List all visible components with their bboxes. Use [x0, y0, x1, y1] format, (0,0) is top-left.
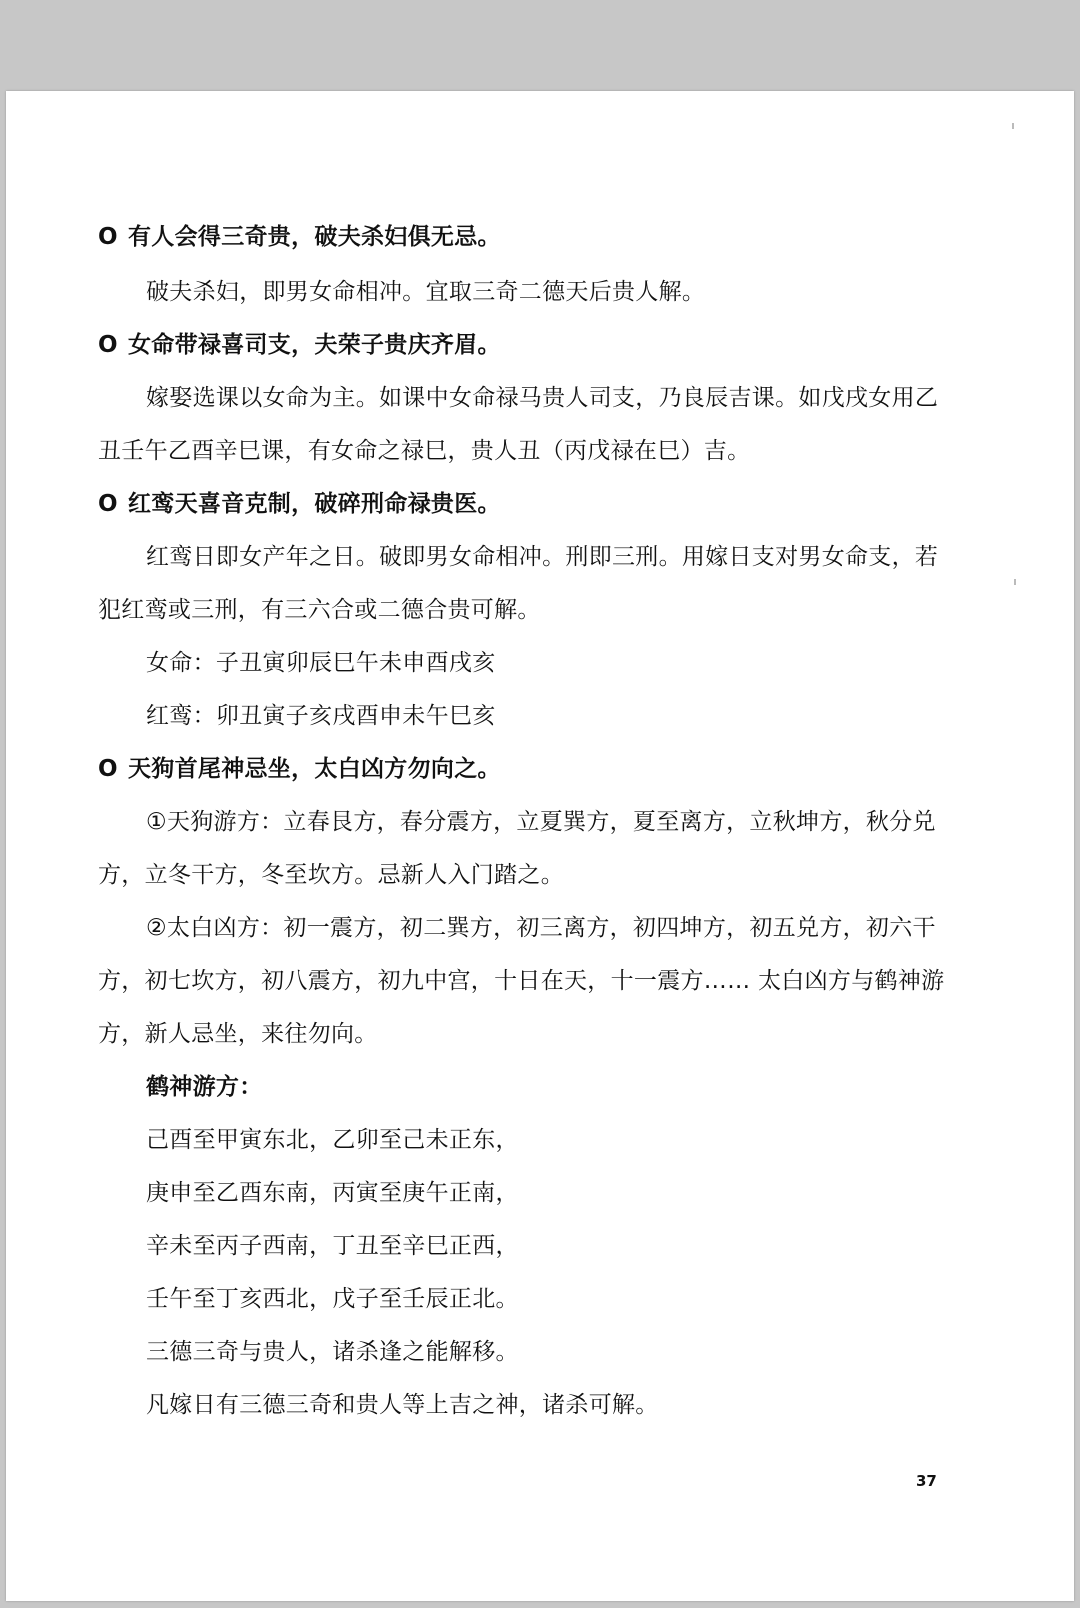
paragraph-line: ②太白凶方：初一震方，初二巽方，初三离方，初四坤方，初五兑方，初六干	[146, 915, 936, 941]
bullet-marker: O	[98, 332, 118, 358]
verse-heading	[98, 330, 501, 360]
verse-text: 红鸾天喜音克制，破碎刑命禄贵医。	[128, 491, 501, 517]
bullet-marker: O	[98, 756, 118, 782]
paragraph-line: 方，立冬干方，冬至坎方。忌新人入门踏之。	[98, 862, 564, 888]
paragraph-line: 红鸾日即女产年之日。破即男女命相冲。刑即三刑。用嫁日支对男女命支，若	[146, 544, 939, 570]
verse-heading	[98, 754, 501, 784]
bullet-marker: O	[98, 224, 118, 250]
verse-heading	[98, 222, 501, 252]
paragraph-line: 丑壬午乙酉辛巳课，有女命之禄巳，贵人丑（丙戊禄在巳）吉。	[98, 438, 751, 464]
paragraph-line: ①天狗游方：立春艮方，春分震方，立夏巽方，夏至离方，立秋坤方，秋分兑	[146, 809, 936, 835]
paragraph-line: 凡嫁日有三德三奇和贵人等上吉之神，诸杀可解。	[146, 1392, 659, 1418]
paragraph-line: 三德三奇与贵人，诸杀逢之能解移。	[146, 1339, 519, 1365]
paragraph-line: 犯红鸾或三刑，有三六合或二德合贵可解。	[98, 597, 541, 623]
document-page	[6, 91, 1074, 1601]
page-number: 37	[916, 1472, 937, 1490]
scan-speck	[1012, 123, 1014, 129]
paragraph-line: 方，新人忌坐，来往勿向。	[98, 1021, 378, 1047]
list-item: 辛未至丙子西南，丁丑至辛巳正西，	[146, 1233, 519, 1259]
paragraph-line: 破夫杀妇，即男女命相冲。宜取三奇二德天后贵人解。	[146, 279, 706, 305]
scan-speck	[1014, 579, 1016, 585]
verse-text: 有人会得三奇贵，破夫杀妇俱无忌。	[128, 224, 501, 250]
table-row-female-life: 女命：子丑寅卯辰巳午未申酉戌亥	[146, 650, 496, 676]
list-item: 己酉至甲寅东北，乙卯至己未正东，	[146, 1127, 519, 1153]
list-item: 壬午至丁亥西北，戊子至壬辰正北。	[146, 1286, 519, 1312]
paragraph-line: 嫁娶选课以女命为主。如课中女命禄马贵人司支，乃良辰吉课。如戊戌女用乙	[146, 385, 939, 411]
subheading: 鹤神游方：	[146, 1074, 263, 1100]
verse-text: 天狗首尾神忌坐，太白凶方勿向之。	[128, 756, 501, 782]
verse-heading	[98, 489, 501, 519]
verse-text: 女命带禄喜司支，夫荣子贵庆齐眉。	[128, 332, 501, 358]
bullet-marker: O	[98, 491, 118, 517]
list-item: 庚申至乙酉东南，丙寅至庚午正南，	[146, 1180, 519, 1206]
paragraph-line: 方，初七坎方，初八震方，初九中宫，十日在天，十一震方…… 太白凶方与鹤神游	[98, 968, 945, 994]
table-row-red-luan: 红鸾：卯丑寅子亥戌酉申未午巳亥	[146, 703, 496, 729]
